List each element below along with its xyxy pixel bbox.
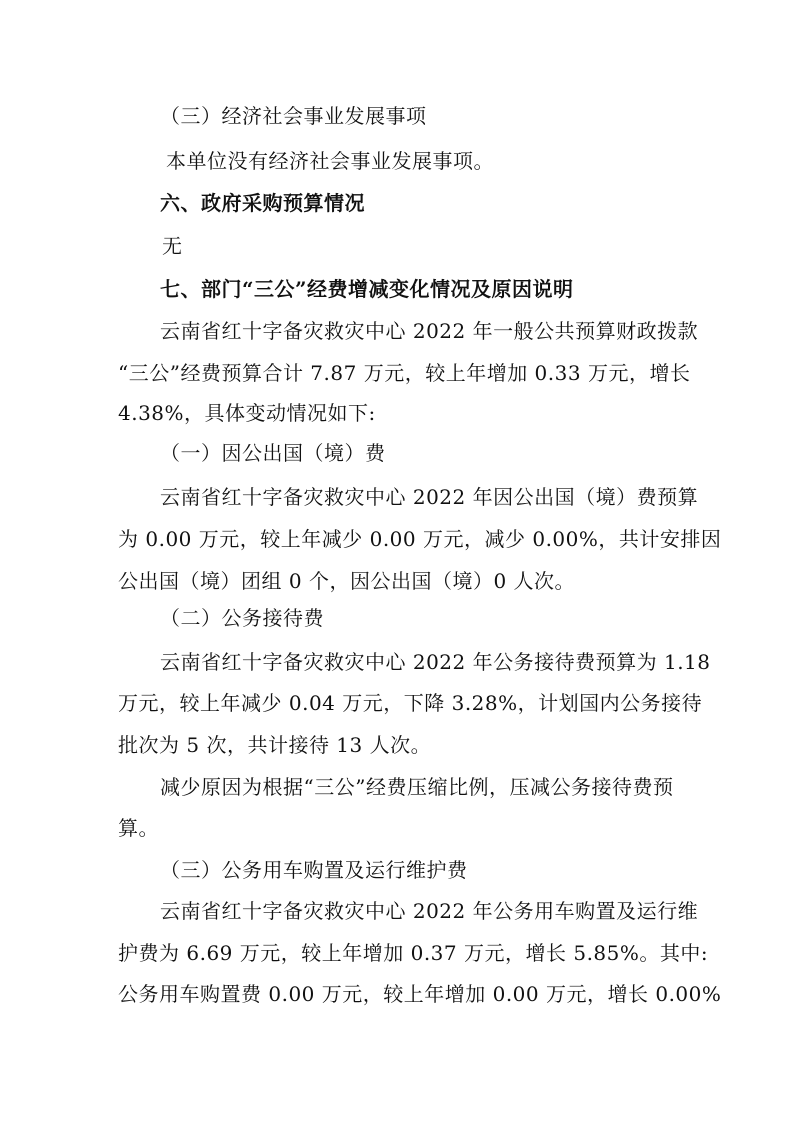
subsection-heading-reception: （二）公务接待费 [160,606,324,630]
paragraph-line: 算。 [118,816,159,840]
paragraph-line: 公出国（境）团组 0 个，因公出国（境）0 人次。 [118,569,576,593]
paragraph-line: 为 0.00 万元，较上年减少 0.00 万元，减少 0.00%，共计安排因 [118,527,722,551]
paragraph-line: 护费为 6.69 万元，较上年增加 0.37 万元，增长 5.85%。其中: [118,941,709,965]
paragraph-line: 云南省红十字备灾救灾中心 2022 年因公出国（境）费预算 [160,485,699,509]
section-heading-three-public: 七、部门“三公”经费增减变化情况及原因说明 [160,277,574,301]
paragraph-line: 公务用车购置费 0.00 万元，较上年增加 0.00 万元，增长 0.00% [118,982,722,1006]
paragraph-line: 4.38%，具体变动情况如下: [118,401,376,425]
paragraph-line: 云南省红十字备灾救灾中心 2022 年一般公共预算财政拨款 [160,319,699,343]
paragraph-line: “三公”经费预算合计 7.87 万元，较上年增加 0.33 万元，增长 [118,361,691,385]
section-heading-procurement: 六、政府采购预算情况 [160,191,365,215]
paragraph-line: 减少原因为根据“三公”经费压缩比例，压减公务接待费预 [160,775,674,799]
subsection-heading-overseas: （一）因公出国（境）费 [160,441,386,465]
paragraph-line: 无 [162,234,183,258]
subsection-heading-vehicles: （三）公务用车购置及运行维护费 [160,858,468,882]
subsection-heading-economic-social: （三）经济社会事业发展事项 [160,104,427,128]
paragraph-line: 本单位没有经济社会事业发展事项。 [166,149,494,173]
paragraph-line: 批次为 5 次，共计接待 13 人次。 [118,733,432,757]
paragraph-line: 万元，较上年减少 0.04 万元，下降 3.28%，计划国内公务接待 [118,691,703,715]
paragraph-line: 云南省红十字备灾救灾中心 2022 年公务接待费预算为 1.18 [160,650,711,674]
paragraph-line: 云南省红十字备灾救灾中心 2022 年公务用车购置及运行维 [160,899,699,923]
